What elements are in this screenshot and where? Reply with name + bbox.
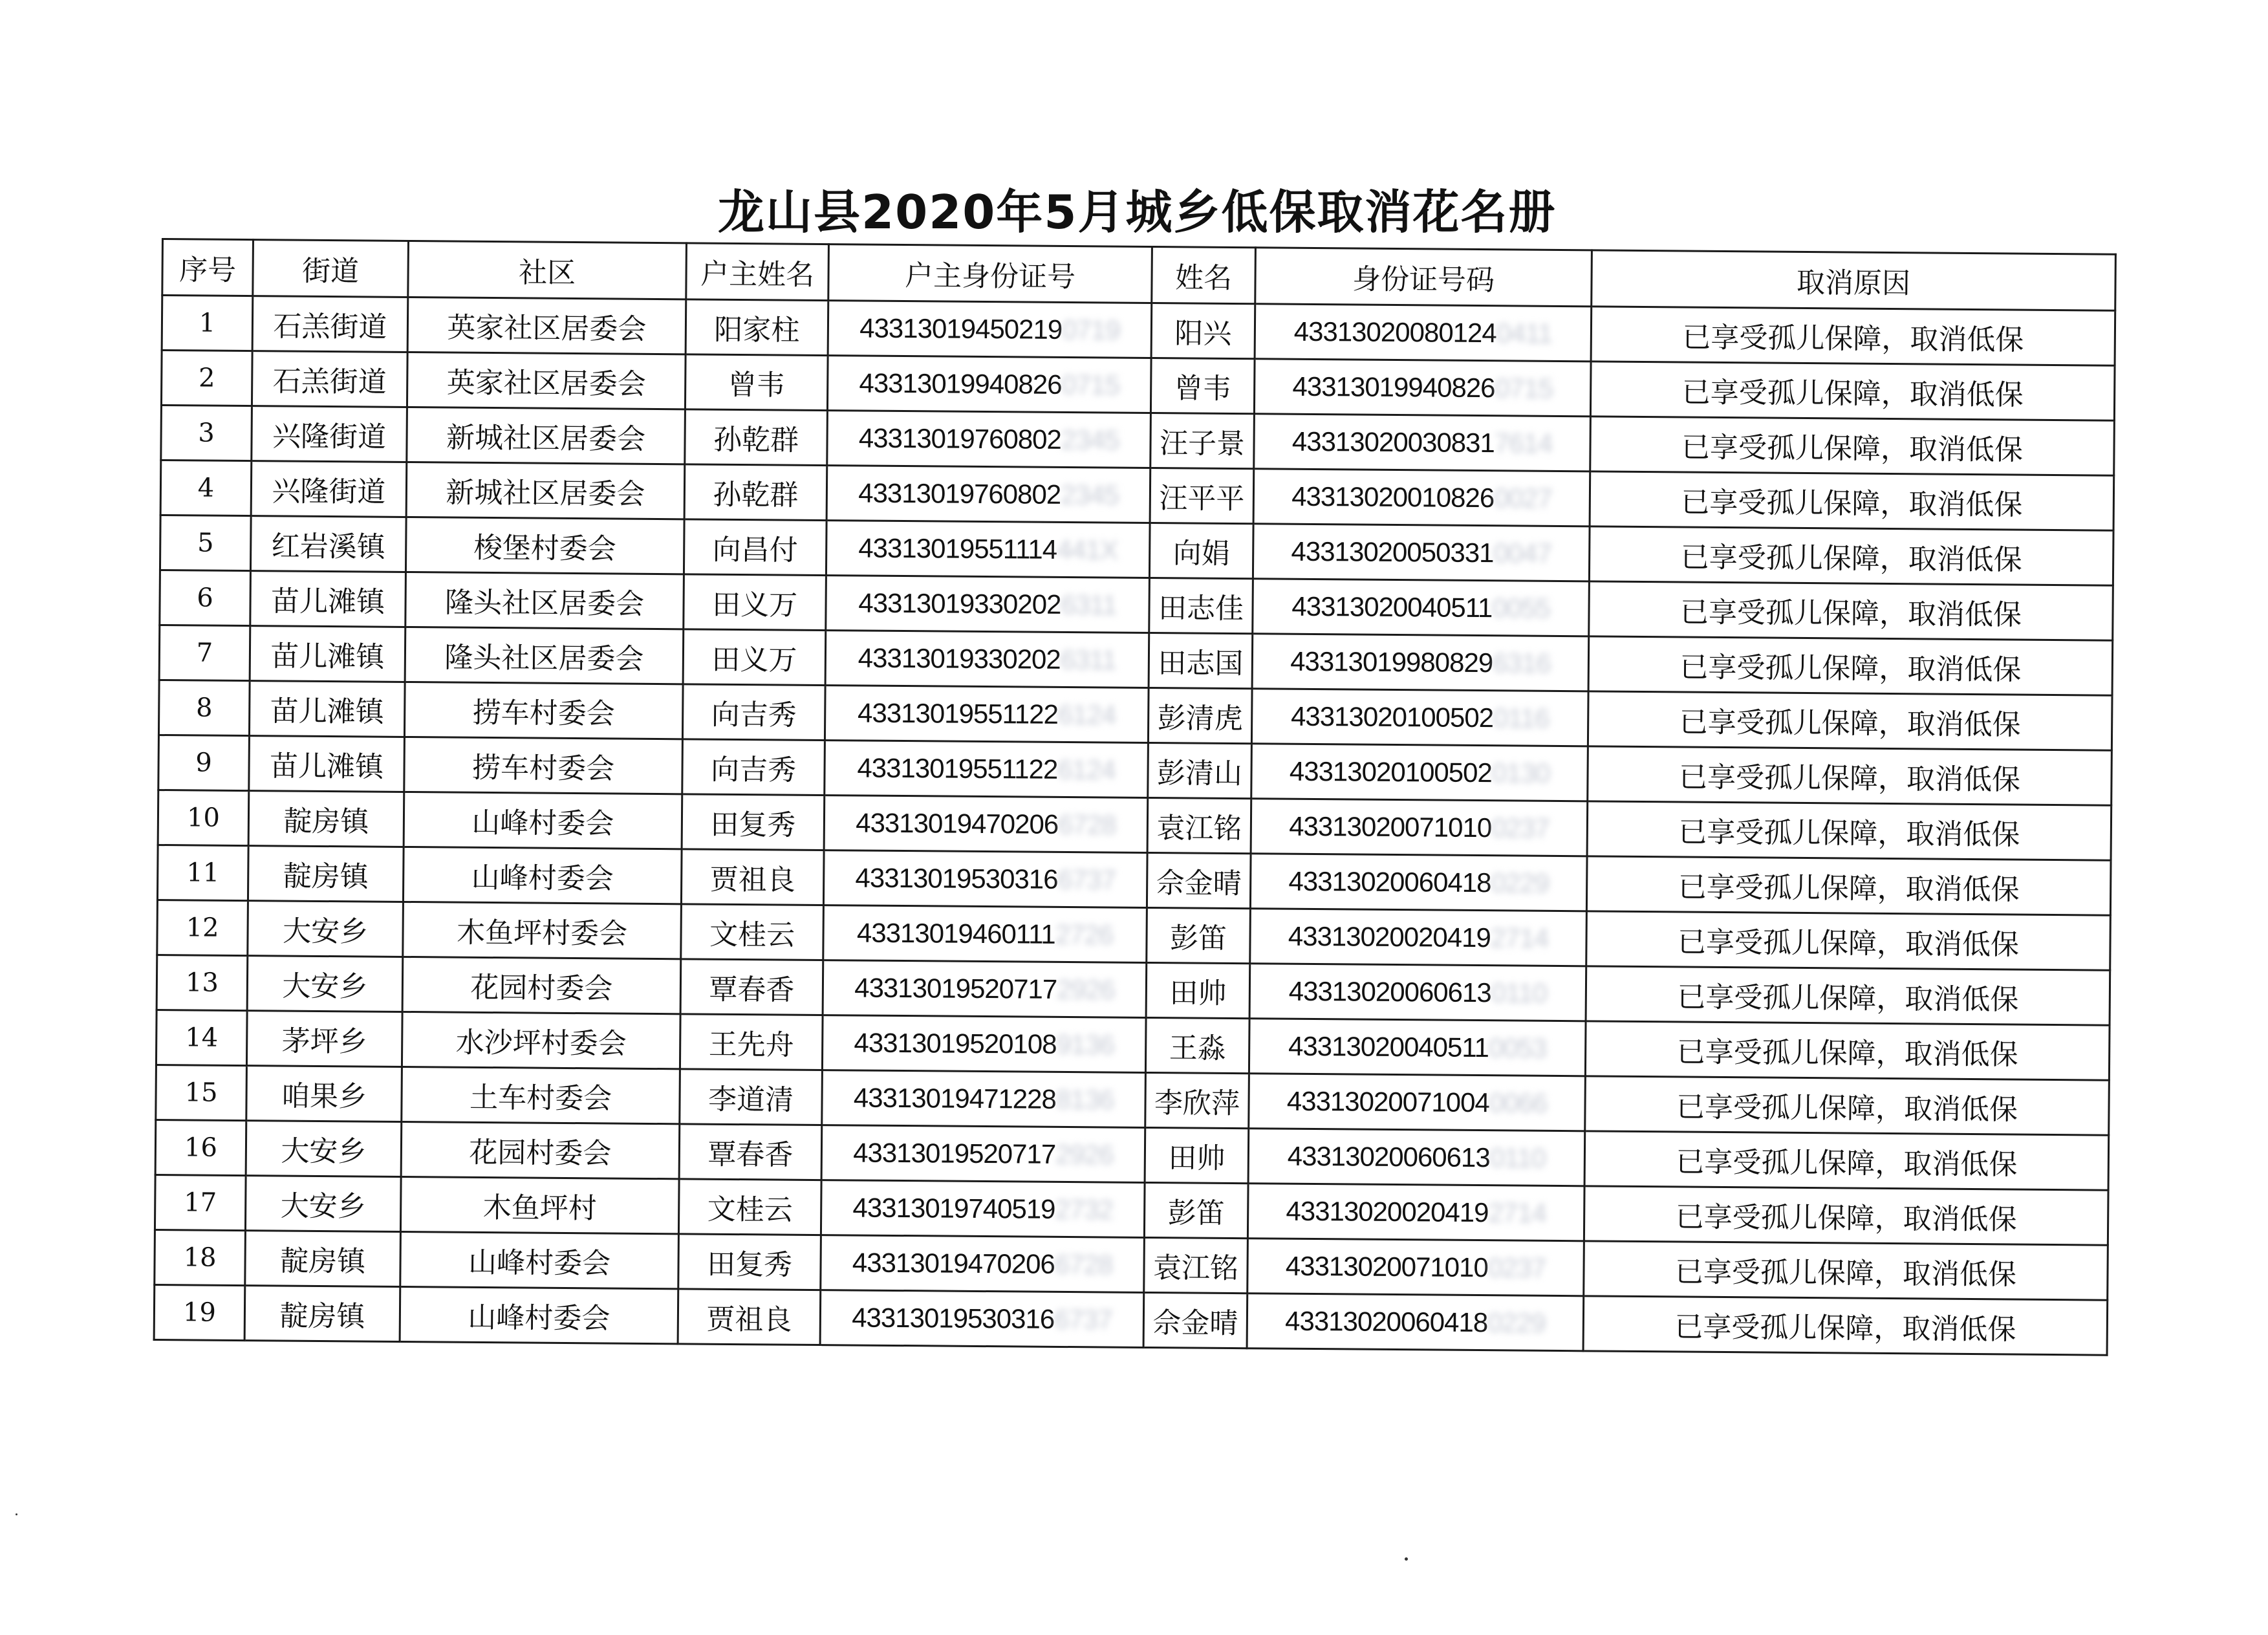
cell-reason: 已享受孤儿保障，取消低保 <box>1584 1186 2108 1245</box>
cell-seq: 19 <box>154 1284 245 1340</box>
id-masked-digits: 0110 <box>1491 977 1548 1008</box>
head-id-prefix: 43313019460111 <box>856 917 1055 949</box>
head-id-prefix: 43313019760802 <box>858 477 1061 510</box>
cell-id <box>1250 909 1587 966</box>
cell-name: 彭笛 <box>1144 1182 1248 1238</box>
cell-community: 梭堡村委会 <box>405 517 684 574</box>
cell-name: 向娟 <box>1149 523 1253 579</box>
head-id-masked-digits: 2345 <box>1061 424 1119 455</box>
cell-head-name: 田复秀 <box>682 794 825 850</box>
cell-street: 兴隆街道 <box>251 461 407 517</box>
head-id-prefix: 43313019450219 <box>859 312 1063 345</box>
id-masked-digits: 0130 <box>1491 757 1550 788</box>
id-prefix: 43313020100502 <box>1289 755 1493 788</box>
scan-speck <box>16 1513 17 1515</box>
cell-street: 靛房镇 <box>245 1231 401 1287</box>
cell-street: 大安乡 <box>248 901 404 957</box>
cancellation-roster-table <box>153 238 2117 1356</box>
header-reason: 取消原因 <box>1592 250 2116 310</box>
cell-reason: 已享受孤儿保障，取消低保 <box>1589 581 2113 640</box>
cell-head-id <box>822 1070 1146 1128</box>
head-id-prefix: 43313019551114 <box>858 532 1057 565</box>
id-prefix: 43313020050331 <box>1291 536 1494 568</box>
id-prefix: 43313020060418 <box>1288 865 1491 898</box>
cell-street: 咱果乡 <box>246 1066 402 1122</box>
cell-reason: 已享受孤儿保障，取消低保 <box>1586 911 2111 970</box>
cell-head-id <box>823 905 1147 963</box>
head-id-prefix: 43313019530316 <box>852 1302 1055 1334</box>
cell-name: 彭清山 <box>1148 743 1252 799</box>
id-masked-digits: 0047 <box>1493 537 1552 568</box>
cell-head-id <box>827 411 1151 468</box>
cell-community: 隆头社区居委会 <box>405 572 684 629</box>
head-id-prefix: 43313019530316 <box>855 862 1058 894</box>
cell-reason: 已享受孤儿保障，取消低保 <box>1588 746 2112 805</box>
id-prefix: 43313020010826 <box>1291 481 1495 514</box>
head-id-masked-digits: 9136 <box>1056 1028 1115 1060</box>
head-id-prefix: 43313019940826 <box>859 367 1062 400</box>
head-id-prefix: 43313019551122 <box>857 697 1059 730</box>
cell-head-id <box>825 741 1149 798</box>
id-masked-digits: 0116 <box>1493 702 1550 733</box>
id-masked-digits: 0110 <box>1489 1142 1546 1173</box>
id-prefix: 43313020060418 <box>1284 1305 1488 1338</box>
cell-community: 山峰村委会 <box>400 1231 679 1288</box>
cell-head-id <box>820 1290 1144 1348</box>
head-id-prefix: 43313019760802 <box>858 422 1062 455</box>
cell-head-name: 覃春香 <box>680 959 823 1015</box>
cell-reason: 已享受孤儿保障，取消低保 <box>1586 966 2110 1025</box>
id-prefix: 43313020060613 <box>1287 1140 1490 1173</box>
header-community: 社区 <box>408 241 687 299</box>
id-prefix: 43313020100502 <box>1290 700 1494 733</box>
head-id-masked-digits: 0715 <box>1061 369 1120 400</box>
head-id-masked-digits: 6311 <box>1060 644 1117 675</box>
cell-head-name: 曾韦 <box>685 354 828 411</box>
cell-name: 阳兴 <box>1151 303 1255 359</box>
id-prefix: 43313019940826 <box>1292 371 1495 404</box>
head-id-masked-digits: 0719 <box>1062 314 1120 345</box>
head-id-masked-digits: 6737 <box>1057 863 1116 895</box>
cell-reason: 已享受孤儿保障，取消低保 <box>1589 526 2113 585</box>
id-masked-digits: 0715 <box>1495 373 1553 404</box>
cell-head-name: 李道清 <box>680 1069 823 1125</box>
cell-head-name: 田复秀 <box>678 1234 821 1290</box>
cell-head-name: 孙乾群 <box>685 409 828 466</box>
cell-head-name: 田义万 <box>683 629 826 686</box>
head-id-masked-digits: 2926 <box>1055 1138 1114 1170</box>
cell-head-id <box>827 356 1151 413</box>
id-prefix: 43313020020419 <box>1288 920 1491 953</box>
cell-name: 彭清虎 <box>1148 688 1252 744</box>
cell-community: 花园村委会 <box>402 957 681 1013</box>
id-prefix: 43313020060613 <box>1288 975 1491 1008</box>
cell-community: 隆头社区居委会 <box>405 627 684 684</box>
cell-name: 曾韦 <box>1150 358 1255 414</box>
cell-id <box>1249 1074 1586 1131</box>
cell-id <box>1252 634 1589 691</box>
cell-seq: 6 <box>160 570 251 625</box>
cell-seq: 10 <box>158 790 249 845</box>
header-head-id: 户主身份证号 <box>828 244 1152 303</box>
head-id-masked-digits: 2726 <box>1055 918 1114 950</box>
cell-reason: 已享受孤儿保障，取消低保 <box>1584 1241 2108 1300</box>
cell-head-name: 王先舟 <box>680 1014 823 1070</box>
cell-head-name: 贾祖良 <box>681 849 824 905</box>
cell-id <box>1249 1019 1586 1076</box>
head-id-prefix: 43313019740519 <box>852 1192 1055 1224</box>
cell-community: 捞车村委会 <box>404 737 683 794</box>
cell-head-id <box>826 521 1150 578</box>
cell-head-name: 田义万 <box>684 574 826 631</box>
head-id-prefix: 43313019330202 <box>858 587 1061 620</box>
cell-street: 苗儿滩镇 <box>249 736 405 792</box>
cell-id <box>1247 1184 1584 1241</box>
head-id-masked-digits: 6737 <box>1054 1303 1112 1335</box>
cell-head-id <box>824 796 1148 853</box>
id-prefix: 43313020040511 <box>1288 1030 1489 1063</box>
cell-head-id <box>821 1125 1145 1183</box>
table-body <box>154 296 2115 1356</box>
cell-head-name: 向吉秀 <box>682 684 825 741</box>
cell-reason: 已享受孤儿保障，取消低保 <box>1590 362 2115 420</box>
id-masked-digits: 0237 <box>1487 1252 1546 1283</box>
cell-name: 王淼 <box>1145 1017 1249 1073</box>
cell-street: 大安乡 <box>245 1176 401 1232</box>
head-id-prefix: 43313019471228 <box>853 1082 1057 1114</box>
cell-seq: 2 <box>161 351 252 406</box>
cell-community: 捞车村委会 <box>404 682 683 739</box>
head-id-masked-digits: 6728 <box>1058 808 1116 840</box>
head-id-prefix: 43313019470206 <box>852 1247 1055 1279</box>
cell-seq: 18 <box>155 1229 246 1285</box>
cell-seq: 8 <box>158 680 250 735</box>
id-masked-digits: 0066 <box>1489 1087 1548 1118</box>
cell-seq: 9 <box>158 735 250 790</box>
cell-community: 木鱼坪村委会 <box>403 902 682 958</box>
id-masked-digits: 0053 <box>1488 1032 1547 1063</box>
cell-reason: 已享受孤儿保障，取消低保 <box>1590 471 2114 530</box>
cell-id <box>1251 744 1588 801</box>
id-prefix: 43313019980829 <box>1290 645 1493 678</box>
cell-id <box>1253 469 1590 526</box>
cell-name: 佘金晴 <box>1143 1292 1247 1348</box>
cell-head-name: 文桂云 <box>678 1179 821 1235</box>
cell-seq: 11 <box>157 845 248 900</box>
id-masked-digits: 0237 <box>1491 812 1550 843</box>
cell-head-id <box>826 576 1150 633</box>
cell-reason: 已享受孤儿保障，取消低保 <box>1588 691 2112 750</box>
cell-head-id <box>823 850 1147 908</box>
header-head-name: 户主姓名 <box>686 243 829 301</box>
cell-reason: 已享受孤儿保障，取消低保 <box>1584 1131 2109 1190</box>
cell-reason: 已享受孤儿保障，取消低保 <box>1588 636 2113 695</box>
cell-seq: 13 <box>157 955 248 1010</box>
cell-reason: 已享受孤儿保障，取消低保 <box>1583 1296 2108 1355</box>
id-masked-digits: 6316 <box>1493 647 1551 678</box>
cell-community: 英家社区居委会 <box>407 352 686 409</box>
cell-id <box>1251 799 1588 856</box>
header-id: 身份证号码 <box>1255 248 1592 307</box>
cell-street: 茅坪乡 <box>246 1011 402 1067</box>
cell-street: 靛房镇 <box>248 846 404 902</box>
cell-name: 田帅 <box>1145 1127 1249 1183</box>
head-id-masked-digits: 8136 <box>1055 1083 1114 1115</box>
cell-seq: 7 <box>159 625 250 680</box>
header-street: 街道 <box>253 240 409 298</box>
cell-head-id <box>826 466 1150 523</box>
id-prefix: 43313020020419 <box>1286 1195 1489 1228</box>
cell-head-id <box>822 1015 1146 1073</box>
cell-head-name: 向吉秀 <box>682 739 825 796</box>
cell-id <box>1253 524 1590 581</box>
cell-head-name: 覃春香 <box>679 1124 822 1180</box>
id-masked-digits: 0411 <box>1496 318 1553 349</box>
cell-id <box>1249 964 1586 1021</box>
id-masked-digits: 2714 <box>1488 1197 1547 1228</box>
cell-name: 田志佳 <box>1149 578 1253 634</box>
head-id-masked-digits: 441X <box>1056 534 1118 565</box>
cell-seq: 1 <box>162 296 253 351</box>
cell-street: 红岩溪镇 <box>250 516 406 572</box>
cell-head-name: 孙乾群 <box>684 464 827 521</box>
head-id-prefix: 43313019470206 <box>856 807 1059 839</box>
head-id-prefix: 43313019520717 <box>854 972 1057 1004</box>
cell-community: 英家社区居委会 <box>407 297 686 354</box>
id-prefix: 43313020071010 <box>1285 1250 1489 1283</box>
cell-street: 靛房镇 <box>248 791 404 847</box>
cell-seq: 17 <box>155 1175 246 1230</box>
cell-seq: 3 <box>161 406 252 461</box>
cell-reason: 已享受孤儿保障，取消低保 <box>1586 856 2111 915</box>
cell-head-name: 向昌付 <box>684 519 826 576</box>
cell-id <box>1253 579 1590 636</box>
cell-id <box>1247 1294 1584 1351</box>
cell-id <box>1254 414 1591 471</box>
head-id-masked-digits: 6728 <box>1054 1248 1113 1280</box>
head-id-prefix: 43313019330202 <box>858 642 1061 675</box>
document-title: 龙山县2020年5月城乡低保取消花名册 <box>718 185 1557 239</box>
cell-id <box>1251 689 1588 746</box>
id-masked-digits: 0229 <box>1487 1307 1546 1338</box>
cell-name: 田帅 <box>1146 962 1250 1018</box>
cell-head-id <box>828 301 1152 358</box>
cell-community: 土车村委会 <box>402 1067 680 1123</box>
cell-name: 佘金晴 <box>1147 852 1251 908</box>
cell-head-id <box>825 686 1149 743</box>
cell-name: 李欣萍 <box>1145 1072 1249 1128</box>
head-id-prefix: 43313019520108 <box>854 1027 1057 1059</box>
cell-name: 汪平平 <box>1150 468 1254 524</box>
cell-community: 山峰村委会 <box>400 1286 678 1343</box>
cell-name: 彭笛 <box>1147 907 1251 963</box>
cell-community: 水沙坪村委会 <box>402 1012 680 1068</box>
cell-id <box>1254 359 1591 417</box>
cell-id <box>1248 1129 1585 1186</box>
head-id-masked-digits: 2926 <box>1057 973 1115 1005</box>
id-prefix: 43313020030831 <box>1291 426 1495 459</box>
head-id-prefix: 43313019520717 <box>853 1137 1056 1169</box>
cell-street: 石羔街道 <box>252 296 408 352</box>
cell-community: 山峰村委会 <box>404 792 682 849</box>
head-id-masked-digits: 2345 <box>1061 479 1119 510</box>
cell-reason: 已享受孤儿保障，取消低保 <box>1585 1021 2110 1080</box>
cell-head-name: 文桂云 <box>681 904 824 960</box>
cell-seq: 12 <box>157 900 248 955</box>
head-id-prefix: 43313019551122 <box>857 752 1058 785</box>
cell-id <box>1250 854 1587 911</box>
head-id-masked-digits: 2732 <box>1055 1193 1114 1225</box>
cell-head-name: 贾祖良 <box>678 1289 821 1345</box>
cell-street: 苗儿滩镇 <box>249 681 405 737</box>
cell-street: 苗儿滩镇 <box>250 571 406 627</box>
cell-street: 大安乡 <box>247 956 403 1012</box>
cell-reason: 已享受孤儿保障，取消低保 <box>1590 417 2115 475</box>
id-masked-digits: 0229 <box>1491 867 1550 898</box>
header-name: 姓名 <box>1152 247 1256 304</box>
cell-head-id <box>821 1180 1145 1238</box>
cell-community: 新城社区居委会 <box>407 407 686 464</box>
cell-head-id <box>821 1235 1145 1293</box>
cell-seq: 16 <box>155 1120 246 1175</box>
id-masked-digits: 0055 <box>1492 592 1550 623</box>
head-id-masked-digits: 6124 <box>1057 698 1116 730</box>
id-prefix: 43313020080124 <box>1293 316 1496 349</box>
cell-seq: 5 <box>160 515 251 570</box>
cell-street: 石羔街道 <box>252 351 407 407</box>
cell-street: 大安乡 <box>246 1121 402 1177</box>
cell-seq: 4 <box>160 460 252 516</box>
cell-head-name: 阳家柱 <box>686 299 828 356</box>
cell-head-id <box>823 960 1147 1018</box>
cell-reason: 已享受孤儿保障，取消低保 <box>1587 801 2111 860</box>
cell-street: 兴隆街道 <box>252 406 407 462</box>
scan-speck <box>1405 1557 1408 1561</box>
id-masked-digits: 0027 <box>1494 482 1552 514</box>
cell-name: 汪子景 <box>1150 413 1255 469</box>
cell-community: 新城社区居委会 <box>406 462 685 519</box>
cell-id <box>1247 1239 1584 1296</box>
head-id-masked-digits: 6124 <box>1057 753 1116 785</box>
id-prefix: 43313020040511 <box>1291 590 1493 623</box>
id-masked-digits: 2714 <box>1490 922 1549 953</box>
cell-name: 袁江铭 <box>1147 798 1251 854</box>
cell-reason: 已享受孤儿保障，取消低保 <box>1591 307 2115 365</box>
id-masked-digits: 7614 <box>1494 428 1553 459</box>
cell-seq: 14 <box>156 1010 247 1065</box>
cell-community: 花园村委会 <box>401 1121 680 1178</box>
header-seq: 序号 <box>162 239 254 296</box>
id-prefix: 43313020071010 <box>1288 810 1492 843</box>
cell-name: 田志国 <box>1149 633 1253 689</box>
id-prefix: 43313020071004 <box>1286 1085 1490 1118</box>
cell-community: 木鱼坪村 <box>400 1176 679 1233</box>
cell-reason: 已享受孤儿保障，取消低保 <box>1585 1076 2110 1135</box>
head-id-masked-digits: 6311 <box>1061 589 1117 620</box>
cell-name: 袁江铭 <box>1144 1237 1248 1293</box>
cell-seq: 15 <box>156 1065 247 1120</box>
cell-street: 靛房镇 <box>244 1286 400 1342</box>
cell-head-id <box>825 631 1149 688</box>
cell-community: 山峰村委会 <box>403 847 682 904</box>
cell-street: 苗儿滩镇 <box>250 626 405 682</box>
cell-id <box>1255 304 1592 362</box>
